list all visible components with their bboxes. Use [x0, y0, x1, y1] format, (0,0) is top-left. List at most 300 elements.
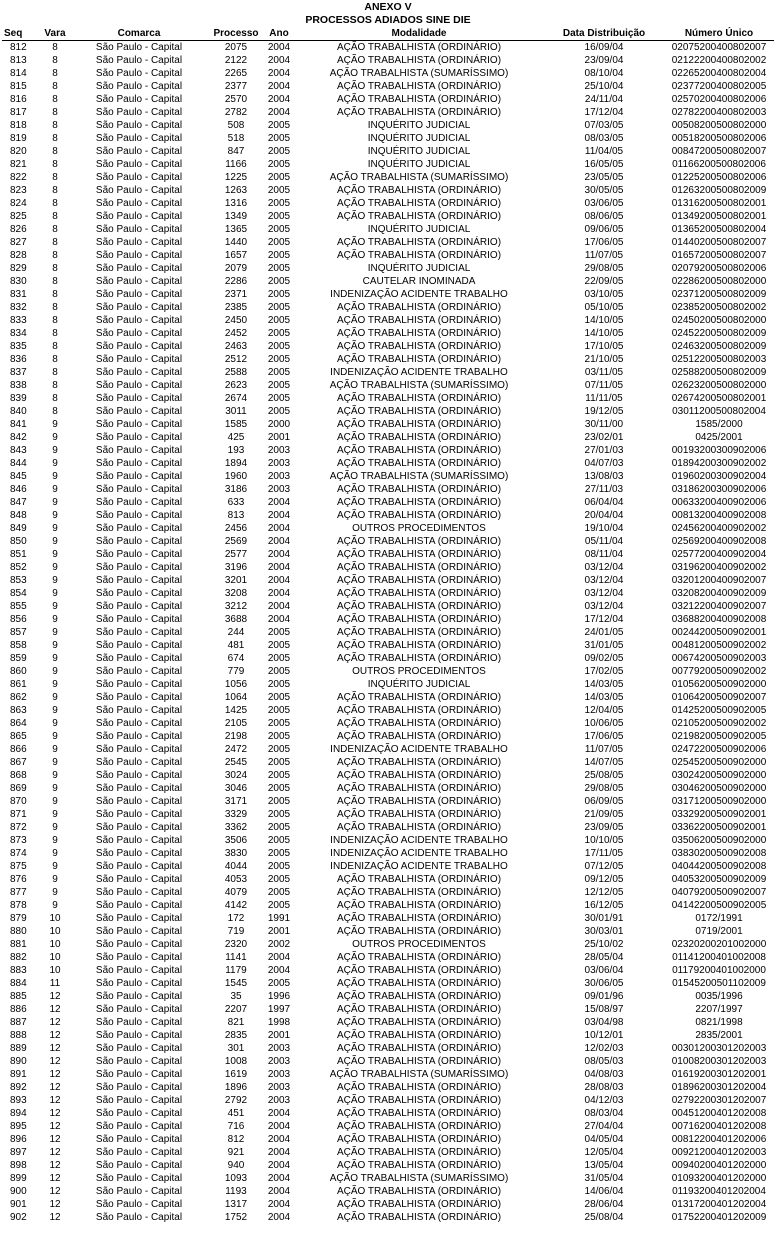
- cell-modalidade: AÇÃO TRABALHISTA (ORDINÁRIO): [336, 692, 502, 703]
- cell-vara: 8: [52, 120, 58, 131]
- cell-modalidade: INDENIZAÇÃO ACIDENTE TRABALHO: [330, 744, 508, 755]
- cell-comarca: São Paulo - Capital: [95, 783, 183, 794]
- cell-processo: 518: [227, 133, 245, 144]
- cell-numero-unico: 02105200500902002: [671, 718, 767, 729]
- cell-vara: 9: [52, 770, 58, 781]
- cell-modalidade: AÇÃO TRABALHISTA (ORDINÁRIO): [336, 614, 502, 625]
- document-title: ANEXO V: [364, 1, 412, 13]
- cell-numero-unico: 02286200500802000: [671, 276, 767, 287]
- cell-vara: 9: [52, 601, 58, 612]
- cell-data-distribuicao: 30/06/05: [584, 978, 624, 989]
- cell-ano: 2004: [267, 1134, 291, 1145]
- cell-processo: 2385: [224, 302, 248, 313]
- cell-vara: 12: [49, 1082, 61, 1093]
- table-row: [2, 301, 774, 314]
- cell-vara: 9: [52, 744, 58, 755]
- cell-data-distribuicao: 11/07/05: [584, 250, 624, 261]
- cell-processo: 425: [227, 432, 245, 443]
- cell-seq: 813: [10, 55, 27, 66]
- table-row: [2, 67, 774, 80]
- cell-seq: 884: [10, 978, 27, 989]
- cell-modalidade: AÇÃO TRABALHISTA (ORDINÁRIO): [336, 406, 502, 417]
- cell-vara: 12: [49, 1043, 61, 1054]
- cell-processo: 1179: [225, 965, 247, 976]
- cell-vara: 9: [52, 861, 58, 872]
- cell-comarca: São Paulo - Capital: [95, 913, 183, 924]
- cell-seq: 860: [10, 666, 27, 677]
- cell-ano: 2005: [267, 302, 291, 313]
- table-row: [2, 951, 774, 964]
- cell-processo: 301: [227, 1043, 245, 1054]
- cell-vara: 9: [52, 627, 58, 638]
- cell-ano: 2004: [267, 1199, 291, 1210]
- table-row: [2, 80, 774, 93]
- cell-ano: 2005: [267, 120, 291, 131]
- cell-vara: 8: [52, 211, 58, 222]
- cell-modalidade: AÇÃO TRABALHISTA (ORDINÁRIO): [336, 419, 502, 430]
- cell-vara: 8: [52, 302, 58, 313]
- cell-vara: 9: [52, 484, 58, 495]
- table-row: [2, 340, 774, 353]
- cell-data-distribuicao: 04/08/03: [584, 1069, 624, 1080]
- cell-seq: 853: [10, 575, 27, 586]
- cell-seq: 815: [10, 81, 27, 92]
- cell-ano: 2002: [267, 939, 291, 950]
- cell-data-distribuicao: 17/10/05: [584, 341, 624, 352]
- cell-vara: 10: [49, 913, 61, 924]
- cell-data-distribuicao: 24/11/04: [584, 94, 624, 105]
- cell-comarca: São Paulo - Capital: [95, 562, 183, 573]
- cell-processo: 1263: [224, 185, 248, 196]
- table-row: [2, 782, 774, 795]
- table-row: [2, 327, 774, 340]
- cell-seq: 877: [10, 887, 27, 898]
- cell-modalidade: AÇÃO TRABALHISTA (ORDINÁRIO): [336, 81, 502, 92]
- cell-modalidade: AÇÃO TRABALHISTA (ORDINÁRIO): [336, 640, 502, 651]
- cell-vara: 12: [49, 1017, 61, 1028]
- cell-processo: 1316: [224, 198, 248, 209]
- cell-ano: 2005: [267, 848, 291, 859]
- cell-vara: 8: [52, 406, 58, 417]
- cell-data-distribuicao: 14/03/05: [584, 679, 624, 690]
- cell-seq: 875: [10, 861, 27, 872]
- cell-processo: 2463: [224, 341, 248, 352]
- cell-seq: 892: [10, 1082, 27, 1093]
- cell-seq: 868: [10, 770, 27, 781]
- cell-processo: 1317: [224, 1199, 248, 1210]
- cell-numero-unico: 2207/1997: [695, 1004, 743, 1015]
- cell-processo: 2075: [224, 42, 248, 53]
- cell-comarca: São Paulo - Capital: [95, 770, 183, 781]
- cell-seq: 856: [10, 614, 27, 625]
- cell-comarca: São Paulo - Capital: [95, 146, 183, 157]
- cell-comarca: São Paulo - Capital: [95, 42, 183, 53]
- cell-vara: 8: [52, 68, 58, 79]
- cell-ano: 2005: [267, 679, 291, 690]
- cell-seq: 820: [10, 146, 27, 157]
- cell-ano: 2004: [267, 601, 291, 612]
- cell-numero-unico: 02456200400902002: [671, 523, 767, 534]
- cell-seq: 818: [10, 120, 27, 131]
- cell-ano: 2005: [267, 978, 291, 989]
- cell-vara: 8: [52, 81, 58, 92]
- cell-vara: 8: [52, 315, 58, 326]
- cell-seq: 842: [10, 432, 27, 443]
- cell-numero-unico: 00193200300902006: [671, 445, 767, 456]
- cell-vara: 9: [52, 822, 58, 833]
- cell-seq: 891: [10, 1069, 27, 1080]
- cell-numero-unico: 01008200301202003: [671, 1056, 767, 1067]
- cell-data-distribuicao: 03/11/05: [584, 367, 624, 378]
- cell-comarca: São Paulo - Capital: [95, 107, 183, 118]
- cell-processo: 1365: [224, 224, 248, 235]
- cell-vara: 8: [52, 328, 58, 339]
- cell-modalidade: AÇÃO TRABALHISTA (ORDINÁRIO): [336, 562, 502, 573]
- cell-vara: 8: [52, 380, 58, 391]
- cell-comarca: São Paulo - Capital: [95, 549, 183, 560]
- cell-ano: 2005: [267, 354, 291, 365]
- cell-processo: 3024: [224, 770, 248, 781]
- cell-data-distribuicao: 03/10/05: [584, 289, 624, 300]
- cell-numero-unico: 03171200500902000: [671, 796, 767, 807]
- cell-ano: 2005: [267, 627, 291, 638]
- cell-seq: 885: [10, 991, 27, 1002]
- cell-numero-unico: 01349200500802001: [671, 211, 767, 222]
- cell-numero-unico: 03196200400902002: [671, 562, 767, 573]
- cell-comarca: São Paulo - Capital: [95, 419, 183, 430]
- cell-seq: 876: [10, 874, 27, 885]
- cell-numero-unico: 02463200500802009: [671, 341, 767, 352]
- cell-modalidade: AÇÃO TRABALHISTA (ORDINÁRIO): [336, 211, 502, 222]
- cell-ano: 2003: [267, 1082, 291, 1093]
- cell-modalidade: AÇÃO TRABALHISTA (ORDINÁRIO): [336, 185, 502, 196]
- cell-processo: 3212: [224, 601, 248, 612]
- cell-seq: 851: [10, 549, 27, 560]
- table-row: [2, 1159, 774, 1172]
- table-row: [2, 730, 774, 743]
- cell-vara: 10: [49, 965, 61, 976]
- cell-ano: 2001: [267, 926, 291, 937]
- cell-numero-unico: 02782200400802003: [671, 107, 767, 118]
- cell-processo: 779: [227, 666, 245, 677]
- cell-seq: 900: [10, 1186, 27, 1197]
- cell-processo: 3830: [224, 848, 248, 859]
- cell-processo: 940: [227, 1160, 245, 1171]
- cell-numero-unico: 02792200301202007: [671, 1095, 767, 1106]
- cell-numero-unico: 03201200400902007: [671, 575, 767, 586]
- cell-vara: 8: [52, 172, 58, 183]
- table-row: [2, 886, 774, 899]
- cell-ano: 2005: [267, 835, 291, 846]
- cell-modalidade: AÇÃO TRABALHISTA (SUMARÍSSIMO): [329, 1173, 509, 1184]
- cell-comarca: São Paulo - Capital: [95, 1199, 183, 1210]
- cell-vara: 12: [49, 1069, 61, 1080]
- cell-modalidade: AÇÃO TRABALHISTA (ORDINÁRIO): [336, 1017, 502, 1028]
- cell-ano: 2005: [267, 887, 291, 898]
- table-row: [2, 1003, 774, 1016]
- table-row: [2, 509, 774, 522]
- cell-numero-unico: 02079200500802006: [671, 263, 767, 274]
- cell-vara: 9: [52, 705, 58, 716]
- cell-processo: 2450: [224, 315, 248, 326]
- cell-vara: 9: [52, 679, 58, 690]
- cell-modalidade: AÇÃO TRABALHISTA (ORDINÁRIO): [336, 718, 502, 729]
- cell-vara: 9: [52, 653, 58, 664]
- cell-processo: 821: [227, 1017, 245, 1028]
- cell-ano: 2003: [267, 445, 291, 456]
- cell-data-distribuicao: 03/06/04: [584, 965, 624, 976]
- cell-processo: 1585: [224, 419, 248, 430]
- cell-vara: 12: [49, 991, 61, 1002]
- cell-comarca: São Paulo - Capital: [95, 1134, 183, 1145]
- cell-ano: 2005: [267, 380, 291, 391]
- cell-ano: 2003: [267, 1069, 291, 1080]
- cell-numero-unico: 01225200500802006: [671, 172, 767, 183]
- cell-numero-unico: 00451200401202008: [671, 1108, 767, 1119]
- cell-numero-unico: 02577200400902004: [671, 549, 767, 560]
- cell-modalidade: CAUTELAR INOMINADA: [362, 276, 476, 287]
- cell-vara: 9: [52, 614, 58, 625]
- cell-data-distribuicao: 25/10/02: [584, 939, 624, 950]
- cell-numero-unico: 00812200401202006: [671, 1134, 767, 1145]
- cell-ano: 1998: [267, 1017, 291, 1028]
- cell-processo: 812: [227, 1134, 245, 1145]
- table-row: [2, 665, 774, 678]
- cell-vara: 8: [52, 289, 58, 300]
- cell-comarca: São Paulo - Capital: [95, 614, 183, 625]
- cell-numero-unico: 04079200500902007: [671, 887, 767, 898]
- cell-data-distribuicao: 10/06/05: [584, 718, 624, 729]
- cell-comarca: São Paulo - Capital: [95, 406, 183, 417]
- cell-modalidade: AÇÃO TRABALHISTA (SUMARÍSSIMO): [329, 68, 509, 79]
- cell-modalidade: AÇÃO TRABALHISTA (ORDINÁRIO): [336, 874, 502, 885]
- cell-vara: 8: [52, 367, 58, 378]
- table-row: [2, 93, 774, 106]
- cell-data-distribuicao: 08/06/05: [584, 211, 624, 222]
- cell-numero-unico: 02122200400802002: [671, 55, 767, 66]
- cell-seq: 824: [10, 198, 27, 209]
- cell-processo: 3201: [224, 575, 248, 586]
- cell-comarca: São Paulo - Capital: [95, 55, 183, 66]
- cell-modalidade: AÇÃO TRABALHISTA (ORDINÁRIO): [336, 42, 502, 53]
- cell-seq: 828: [10, 250, 27, 261]
- cell-vara: 9: [52, 562, 58, 573]
- cell-comarca: São Paulo - Capital: [95, 601, 183, 612]
- cell-ano: 2004: [267, 1108, 291, 1119]
- cell-modalidade: AÇÃO TRABALHISTA (ORDINÁRIO): [336, 796, 502, 807]
- table-row: [2, 223, 774, 236]
- cell-numero-unico: 00633200400902006: [671, 497, 767, 508]
- table-row: [2, 756, 774, 769]
- cell-processo: 2472: [224, 744, 248, 755]
- cell-data-distribuicao: 07/03/05: [584, 120, 624, 131]
- cell-seq: 899: [10, 1173, 27, 1184]
- cell-ano: 2005: [267, 757, 291, 768]
- cell-ano: 2003: [267, 1043, 291, 1054]
- cell-seq: 825: [10, 211, 27, 222]
- cell-vara: 9: [52, 432, 58, 443]
- table-row: [2, 574, 774, 587]
- table-row: [2, 132, 774, 145]
- cell-processo: 1056: [224, 679, 248, 690]
- cell-data-distribuicao: 21/09/05: [584, 809, 624, 820]
- cell-processo: 633: [227, 497, 245, 508]
- cell-processo: 1225: [224, 172, 248, 183]
- cell-processo: 716: [227, 1121, 245, 1132]
- cell-seq: 881: [10, 939, 27, 950]
- cell-comarca: São Paulo - Capital: [95, 692, 183, 703]
- cell-modalidade: INDENIZAÇÃO ACIDENTE TRABALHO: [330, 835, 508, 846]
- cell-seq: 861: [10, 679, 27, 690]
- cell-data-distribuicao: 04/07/03: [584, 458, 624, 469]
- table-row: [2, 418, 774, 431]
- cell-processo: 1619: [224, 1069, 248, 1080]
- cell-seq: 862: [10, 692, 27, 703]
- column-header-comarca: Comarca: [70, 27, 208, 41]
- cell-data-distribuicao: 14/06/04: [584, 1186, 624, 1197]
- cell-processo: 1545: [224, 978, 248, 989]
- cell-numero-unico: 01093200401202000: [671, 1173, 767, 1184]
- cell-vara: 9: [52, 458, 58, 469]
- cell-processo: 2456: [224, 523, 248, 534]
- cell-modalidade: AÇÃO TRABALHISTA (ORDINÁRIO): [336, 653, 502, 664]
- table-row: [2, 626, 774, 639]
- cell-modalidade: AÇÃO TRABALHISTA (ORDINÁRIO): [336, 445, 502, 456]
- cell-modalidade: INQUÉRITO JUDICIAL: [367, 146, 471, 157]
- cell-vara: 9: [52, 497, 58, 508]
- cell-data-distribuicao: 25/08/05: [584, 770, 624, 781]
- cell-comarca: São Paulo - Capital: [95, 367, 183, 378]
- cell-ano: 2004: [267, 549, 291, 560]
- cell-modalidade: INDENIZAÇÃO ACIDENTE TRABALHO: [330, 861, 508, 872]
- cell-ano: 2005: [267, 289, 291, 300]
- cell-comarca: São Paulo - Capital: [95, 627, 183, 638]
- cell-seq: 841: [10, 419, 27, 430]
- cell-seq: 854: [10, 588, 27, 599]
- cell-data-distribuicao: 09/12/05: [584, 874, 624, 885]
- table-row: [2, 1029, 774, 1042]
- cell-modalidade: INQUÉRITO JUDICIAL: [367, 679, 471, 690]
- cell-vara: 9: [52, 523, 58, 534]
- cell-ano: 2005: [267, 822, 291, 833]
- cell-numero-unico: 01960200300902004: [671, 471, 767, 482]
- cell-comarca: São Paulo - Capital: [95, 380, 183, 391]
- table-row: [2, 795, 774, 808]
- cell-processo: 2512: [224, 354, 248, 365]
- cell-numero-unico: 01657200500802007: [671, 250, 767, 261]
- cell-comarca: São Paulo - Capital: [95, 1121, 183, 1132]
- cell-modalidade: AÇÃO TRABALHISTA (ORDINÁRIO): [336, 549, 502, 560]
- cell-comarca: São Paulo - Capital: [95, 484, 183, 495]
- cell-data-distribuicao: 12/12/05: [584, 887, 624, 898]
- table-row: [2, 236, 774, 249]
- cell-comarca: São Paulo - Capital: [95, 81, 183, 92]
- cell-processo: 921: [227, 1147, 245, 1158]
- cell-modalidade: AÇÃO TRABALHISTA (ORDINÁRIO): [336, 1134, 502, 1145]
- cell-numero-unico: 01141200401002008: [672, 952, 766, 963]
- cell-numero-unico: 04053200500902009: [671, 874, 767, 885]
- cell-numero-unico: 02198200500902005: [671, 731, 767, 742]
- cell-seq: 901: [10, 1199, 27, 1210]
- cell-processo: 2545: [224, 757, 248, 768]
- table-row: [2, 1185, 774, 1198]
- cell-numero-unico: 02545200500902000: [671, 757, 767, 768]
- cell-modalidade: AÇÃO TRABALHISTA (ORDINÁRIO): [336, 94, 502, 105]
- cell-comarca: São Paulo - Capital: [95, 1069, 183, 1080]
- cell-numero-unico: 01545200501102009: [672, 978, 766, 989]
- cell-comarca: São Paulo - Capital: [95, 198, 183, 209]
- cell-comarca: São Paulo - Capital: [95, 471, 183, 482]
- cell-data-distribuicao: 08/03/05: [584, 133, 624, 144]
- cell-modalidade: OUTROS PROCEDIMENTOS: [352, 523, 486, 534]
- cell-comarca: São Paulo - Capital: [95, 965, 183, 976]
- cell-vara: 11: [49, 978, 61, 989]
- cell-data-distribuicao: 09/01/96: [584, 991, 624, 1002]
- cell-ano: 2005: [267, 224, 291, 235]
- cell-vara: 12: [49, 1199, 61, 1210]
- cell-modalidade: AÇÃO TRABALHISTA (ORDINÁRIO): [336, 510, 502, 521]
- cell-ano: 2004: [267, 510, 291, 521]
- cell-ano: 2005: [267, 861, 291, 872]
- cell-processo: 1166: [225, 159, 247, 170]
- cell-modalidade: AÇÃO TRABALHISTA (ORDINÁRIO): [336, 302, 502, 313]
- cell-comarca: São Paulo - Capital: [95, 1108, 183, 1119]
- cell-numero-unico: 03212200400902007: [671, 601, 767, 612]
- cell-ano: 2005: [267, 666, 291, 677]
- table-row: [2, 41, 774, 55]
- cell-modalidade: AÇÃO TRABALHISTA (ORDINÁRIO): [336, 601, 502, 612]
- cell-numero-unico: 00301200301202003: [671, 1043, 767, 1054]
- cell-vara: 12: [49, 1095, 61, 1106]
- cell-processo: 2674: [224, 393, 248, 404]
- table-row: [2, 1107, 774, 1120]
- cell-vara: 12: [49, 1160, 61, 1171]
- cell-numero-unico: 01752200401202009: [671, 1212, 767, 1223]
- cell-comarca: São Paulo - Capital: [95, 536, 183, 547]
- cell-data-distribuicao: 29/08/05: [584, 783, 624, 794]
- cell-seq: 827: [10, 237, 27, 248]
- cell-data-distribuicao: 16/12/05: [584, 900, 624, 911]
- cell-vara: 12: [49, 1108, 61, 1119]
- table-row: [2, 522, 774, 535]
- cell-processo: 3688: [224, 614, 248, 625]
- cell-data-distribuicao: 24/01/05: [584, 627, 624, 638]
- cell-ano: 2005: [267, 393, 291, 404]
- cell-comarca: São Paulo - Capital: [95, 159, 183, 170]
- cell-vara: 9: [52, 783, 58, 794]
- cell-data-distribuicao: 06/04/04: [584, 497, 624, 508]
- cell-ano: 2005: [267, 237, 291, 248]
- table-row: [2, 704, 774, 717]
- cell-comarca: São Paulo - Capital: [95, 978, 183, 989]
- cell-ano: 2004: [267, 1160, 291, 1171]
- cell-comarca: São Paulo - Capital: [95, 211, 183, 222]
- cell-modalidade: AÇÃO TRABALHISTA (ORDINÁRIO): [336, 198, 502, 209]
- cell-ano: 2005: [267, 276, 291, 287]
- cell-ano: 2004: [267, 575, 291, 586]
- cell-seq: 822: [10, 172, 27, 183]
- cell-seq: 833: [10, 315, 27, 326]
- cell-processo: 674: [227, 653, 245, 664]
- cell-seq: 886: [10, 1004, 27, 1015]
- cell-data-distribuicao: 17/12/04: [584, 614, 624, 625]
- cell-numero-unico: 02588200500802009: [671, 367, 767, 378]
- cell-comarca: São Paulo - Capital: [95, 393, 183, 404]
- column-header-data-distribuicao: Data Distribuição: [544, 27, 664, 41]
- cell-vara: 9: [52, 835, 58, 846]
- cell-comarca: São Paulo - Capital: [95, 796, 183, 807]
- cell-comarca: São Paulo - Capital: [95, 133, 183, 144]
